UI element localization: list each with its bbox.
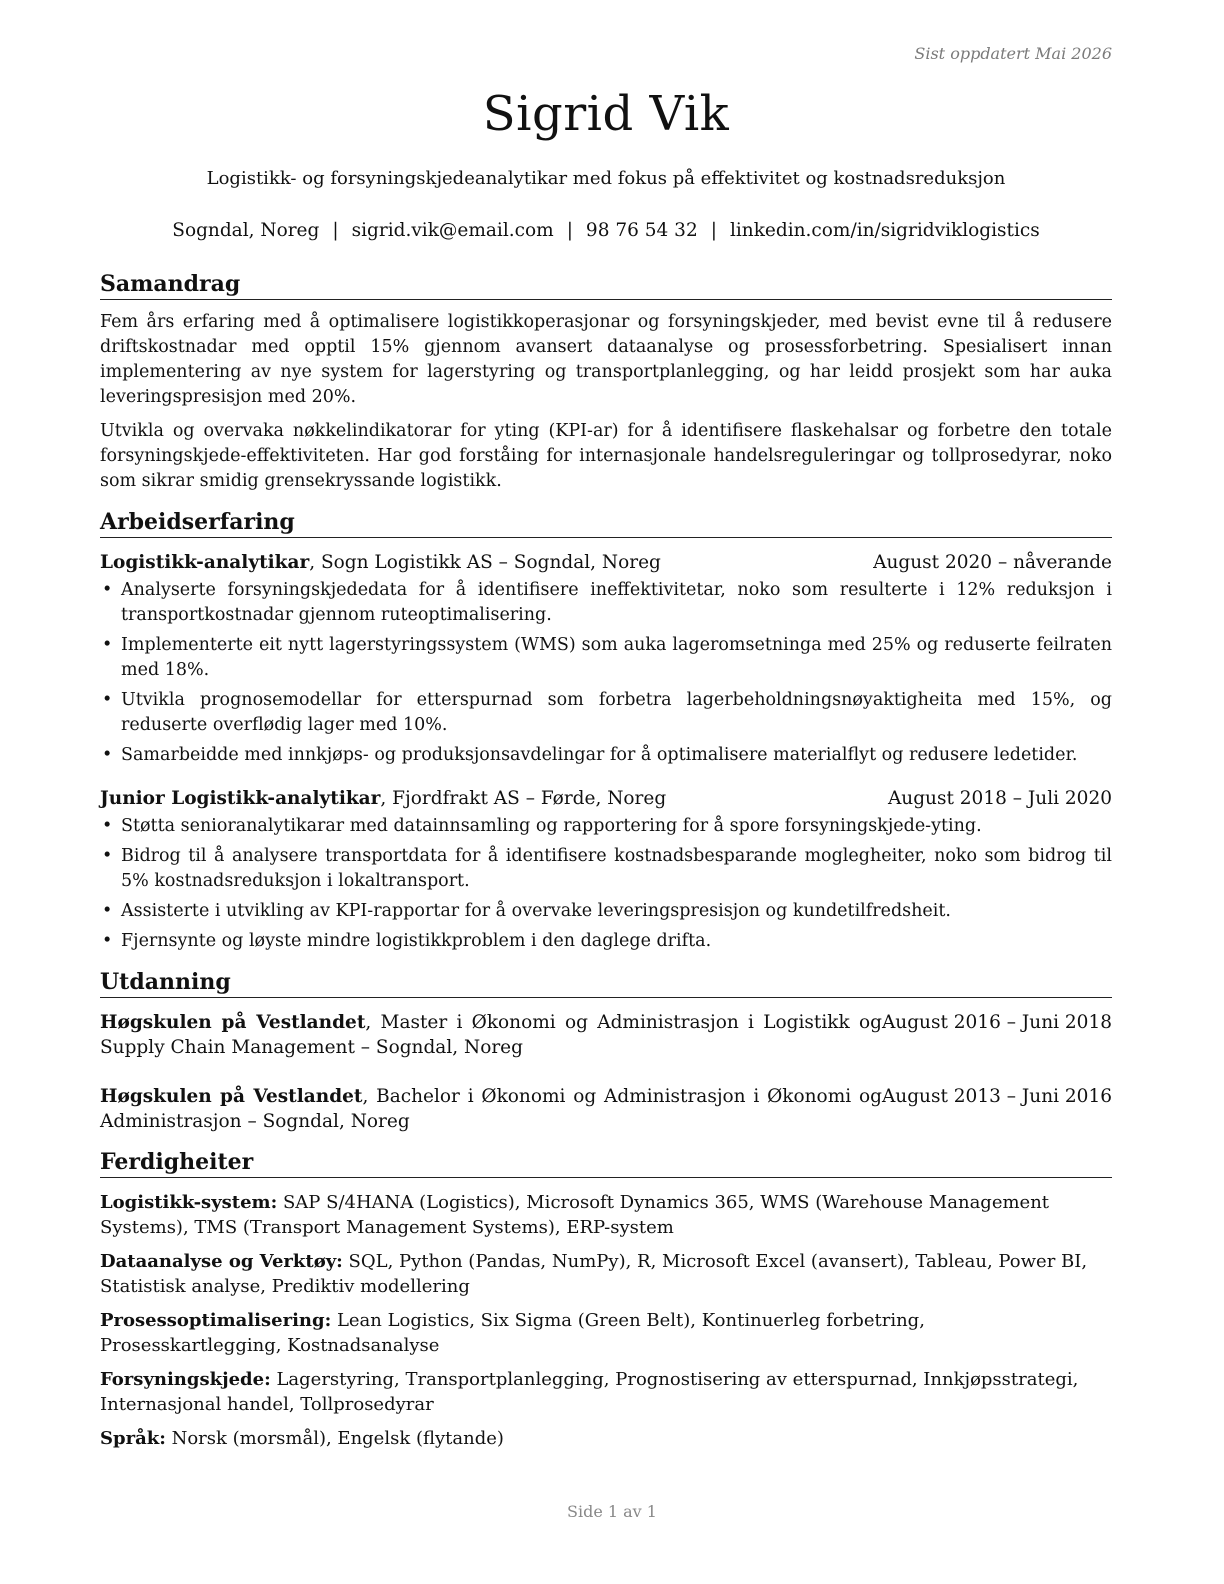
summary-section bbox=[100, 270, 1112, 494]
section-title-experience: Arbeidserfaring bbox=[100, 508, 1112, 538]
contact-location: Sogndal, Noreg bbox=[172, 220, 320, 241]
job-header bbox=[100, 550, 1112, 576]
section-title-skills: Ferdigheiter bbox=[100, 1148, 1112, 1178]
summary-paragraph: Fem års erfaring med å optimalisere logistikkoperasjonar og forsyningskjeder, med bevist evne til å redusere driftskostnadar med opptil 15% gjennom avansert dataanalyse og prosessforbetring. Spesialisert innan implementering av nye system for lagerstyring og transportplanlegging, og har leidd prosjekt som har auka leveringspresisjon med 20%. bbox=[100, 312, 1112, 407]
contact-email[interactable]: sigrid.vik@email.com bbox=[351, 220, 554, 241]
education-school: Høgskulen på Vestlandet bbox=[100, 1086, 363, 1107]
education-dates: August 2016 – Juni 2018 bbox=[881, 1012, 1112, 1033]
job-bullets bbox=[100, 814, 1112, 954]
job-bullet: • Fjernsynte og løyste mindre logistikkproblem i den daglege drifta. bbox=[100, 929, 1112, 954]
job-header bbox=[100, 786, 1112, 812]
job-role: Logistikk-analytikar bbox=[100, 552, 310, 573]
job-dates: August 2018 – Juli 2020 bbox=[887, 788, 1112, 809]
job-bullet: • Analyserte forsyningskjededata for å identifisere ineffektivitetar, noko som resulterte i 12% reduksjon i transportkostnadar gjennom ruteoptimalisering. bbox=[100, 578, 1112, 628]
job-bullet: • Utvikla prognosemodellar for etterspurnad som forbetra lagerbeholdningsnøyaktigheita med 15%, og reduserte overflødig lager med 10%. bbox=[100, 688, 1112, 738]
skill-value: SQL, Python (Pandas, NumPy), R, Microsoft Excel (avansert), Tableau, Power BI, Statistisk analyse, Prediktiv modellering bbox=[100, 1251, 1088, 1297]
job-bullet: • Assisterte i utvikling av KPI-rapportar for å overvake leveringspresisjon og kundetilfredsheit. bbox=[100, 899, 1112, 924]
skill-row bbox=[100, 1426, 1112, 1451]
section-title-summary: Samandrag bbox=[100, 270, 1112, 300]
education-dates: August 2013 – Juni 2016 bbox=[881, 1086, 1112, 1107]
job-org: , Fjordfrakt AS – Førde, Noreg bbox=[380, 788, 667, 809]
education-section bbox=[100, 968, 1112, 1134]
education-degree: , Bachelor i Økonomi og Administrasjon i Økonomi og Administrasjon – Sogndal, Noreg bbox=[100, 1086, 882, 1132]
resume-content bbox=[100, 270, 1112, 1460]
education-entry bbox=[100, 1084, 1112, 1134]
skill-label: Dataanalyse og Verktøy: bbox=[100, 1251, 343, 1272]
last-updated: Sist oppdatert Mai 2026 bbox=[914, 44, 1112, 63]
tagline: Logistikk- og forsyningskjedeanalytikar med fokus på effektivitet og kostnadsreduksjon bbox=[206, 168, 1006, 189]
skill-label: Logistikk-system: bbox=[100, 1192, 278, 1213]
section-title-education: Utdanning bbox=[100, 968, 1112, 998]
job-entry bbox=[100, 786, 1112, 954]
contact-separator: | bbox=[332, 220, 339, 241]
contact-linkedin[interactable]: linkedin.com/in/sigridviklogistics bbox=[729, 220, 1040, 241]
contact-separator: | bbox=[566, 220, 573, 241]
job-bullets bbox=[100, 578, 1112, 768]
contact-phone: 98 76 54 32 bbox=[585, 220, 698, 241]
contact-separator: | bbox=[710, 220, 717, 241]
job-role: Junior Logistikk-analytikar bbox=[100, 788, 381, 809]
job-bullet: • Implementerte eit nytt lagerstyringssystem (WMS) som auka lageromsetninga med 25% og reduserte feilraten med 18%. bbox=[100, 633, 1112, 683]
education-entry bbox=[100, 1010, 1112, 1060]
skill-row bbox=[100, 1249, 1112, 1299]
job-entry bbox=[100, 550, 1112, 768]
skill-label: Forsyningskjede: bbox=[100, 1369, 271, 1390]
job-bullet: • Støtta senioranalytikarar med datainnsamling og rapportering for å spore forsyningskjede-yting. bbox=[100, 814, 1112, 839]
skill-row bbox=[100, 1367, 1112, 1417]
skill-row bbox=[100, 1308, 1112, 1358]
page-number: Side 1 av 1 bbox=[567, 1502, 657, 1521]
skill-row bbox=[100, 1190, 1112, 1240]
skills-section bbox=[100, 1148, 1112, 1451]
skill-value: Norsk (morsmål), Engelsk (flytande) bbox=[165, 1428, 504, 1449]
job-dates: August 2020 – nåverande bbox=[873, 552, 1112, 573]
skill-value: Lagerstyring, Transportplanlegging, Prognostisering av etterspurnad, Innkjøpsstrategi, Internasjonal handel, Tollprosedyrar bbox=[100, 1369, 1079, 1415]
skill-value: Lean Logistics, Six Sigma (Green Belt), Kontinuerleg forbetring, Prosesskartlegging, Kostnadsanalyse bbox=[100, 1310, 925, 1356]
job-bullet: • Samarbeidde med innkjøps- og produksjonsavdelingar for å optimalisere materialflyt og redusere ledetider. bbox=[100, 743, 1112, 768]
candidate-name: Sigrid Vik bbox=[482, 86, 730, 142]
experience-section bbox=[100, 508, 1112, 954]
summary-paragraph: Utvikla og overvaka nøkkelindikatorar for yting (KPI-ar) for å identifisere flaskehalsar og forbetre den totale forsyningskjede-effektiviteten. Har god forståing for internasjonale handelsreguleringar og tollprosedyrar, noko som sikrar smidig grensekryssande logistikk. bbox=[100, 421, 1112, 491]
job-bullet: • Bidrog til å analysere transportdata for å identifisere kostnadsbesparande moglegheiter, noko som bidrog til 5% kostnadsreduksjon i lokaltransport. bbox=[100, 844, 1112, 894]
education-school: Høgskulen på Vestlandet bbox=[100, 1012, 366, 1033]
contact-line bbox=[100, 220, 1112, 241]
skill-value: SAP S/4HANA (Logistics), Microsoft Dynamics 365, WMS (Warehouse Management Systems), TMS (Transport Management Systems), ERP-system bbox=[100, 1192, 1050, 1238]
skill-label: Prosessoptimalisering: bbox=[100, 1310, 332, 1331]
education-degree: , Master i Økonomi og Administrasjon i Logistikk og Supply Chain Management – Sogndal, Noreg bbox=[100, 1012, 882, 1058]
skill-label: Språk: bbox=[100, 1428, 166, 1449]
job-org: , Sogn Logistikk AS – Sogndal, Noreg bbox=[309, 552, 661, 573]
